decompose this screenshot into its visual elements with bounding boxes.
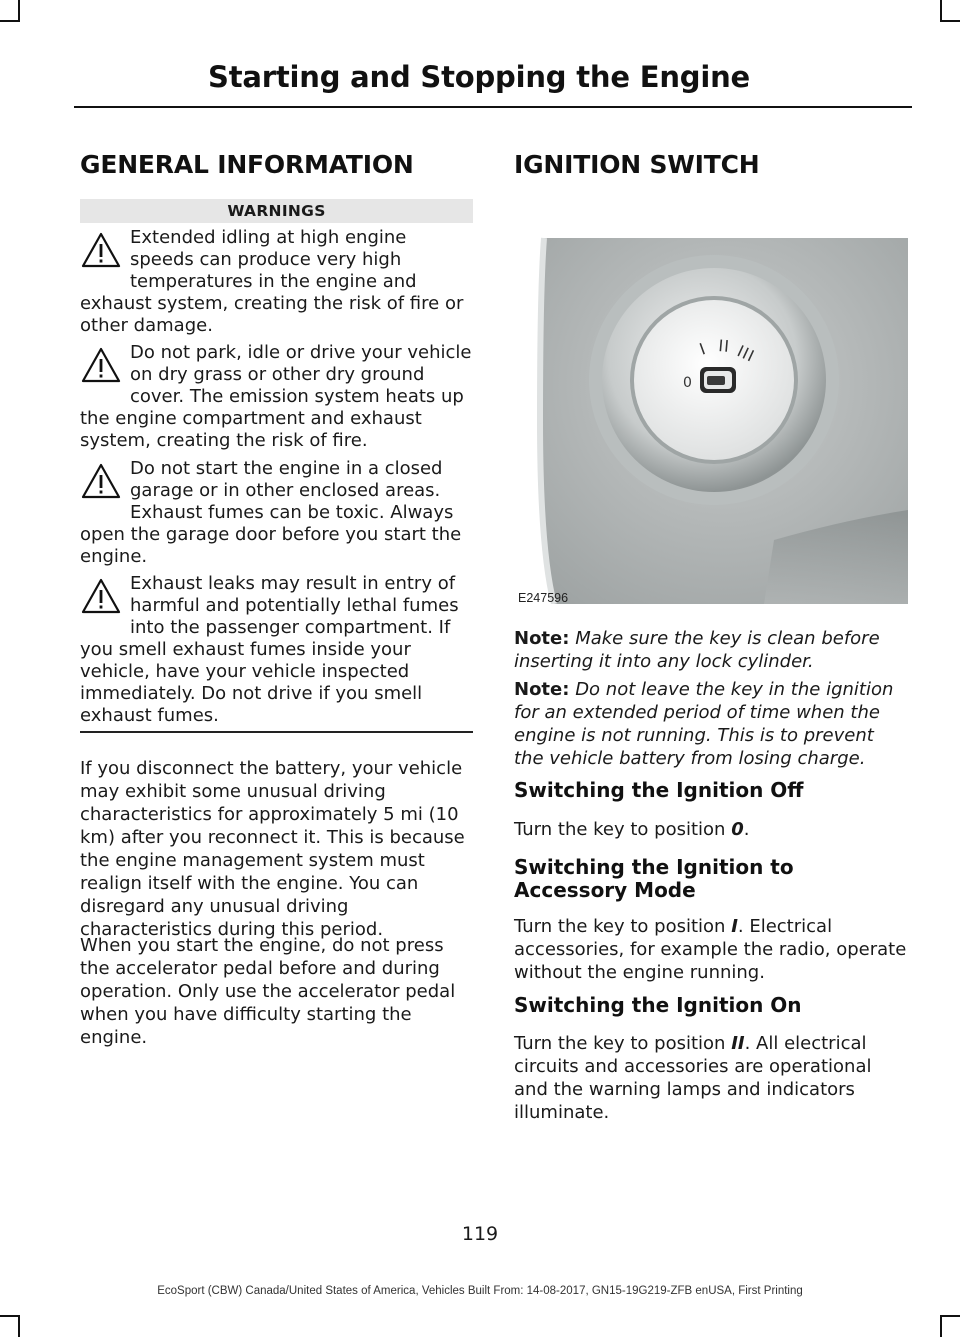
warning-triangle-icon	[80, 346, 122, 386]
warning-item	[80, 227, 473, 337]
header-rule	[74, 106, 912, 108]
section-text-prefix: Turn the key to position	[514, 819, 732, 840]
note	[514, 678, 908, 770]
switch-position-3: III	[734, 341, 758, 366]
subheading-ignition-on: Switching the Ignition On	[514, 993, 802, 1017]
body-paragraph: When you start the engine, do not press the accelerator pedal before and during operation. Only use the accelerator pedal when you have difficulty starting the engine.	[80, 935, 456, 1048]
crop-mark	[940, 0, 942, 22]
crop-mark	[0, 20, 20, 22]
crop-mark	[18, 0, 20, 22]
switch-position-0: 0	[683, 375, 692, 391]
section-text-suffix: . All electrical circuits and accessories are operational and the warning lamps and indicators illuminate.	[514, 1033, 872, 1123]
crop-mark	[940, 20, 960, 22]
note-text: Do not leave the key in the ignition for an extended period of time when the engine is not running. This is to prevent the vehicle battery from losing charge.	[514, 679, 894, 769]
key-position: II	[731, 1033, 745, 1054]
crop-mark	[940, 1315, 942, 1337]
body-paragraph: If you disconnect the battery, your vehicle may exhibit some unusual driving characteristics for approximately 5 mi (10 km) after you reconnect it. This is because the engine management system must realign itself with the engine. You can disregard any unusual driving characteristics during this period.	[80, 758, 465, 940]
page-footer: EcoSport (CBW) Canada/United States of America, Vehicles Built From: 14-08-2017, GN15-19G219-ZFB enUSA, First Printing	[157, 1285, 803, 1297]
warning-item	[80, 458, 473, 568]
section-text	[514, 818, 908, 841]
section-text-suffix: . Electrical accessories, for example the radio, operate without the engine running.	[514, 916, 907, 983]
warning-item	[80, 342, 473, 452]
warning-text: Extended idling at high engine speeds can produce very high temperatures in the engine and exhaust system, creating the risk of fire or other damage.	[80, 227, 464, 336]
switch-position-2: II	[717, 336, 731, 356]
crop-mark	[18, 1315, 20, 1337]
ignition-switch-illustration	[514, 220, 908, 604]
section-heading-general-information: GENERAL INFORMATION	[80, 150, 414, 179]
subheading-ignition-off: Switching the Ignition Off	[514, 778, 804, 802]
crop-mark	[940, 1315, 960, 1317]
key-position: 0	[731, 819, 744, 840]
section-heading-ignition-switch: IGNITION SWITCH	[514, 150, 760, 179]
page-number: 119	[461, 1223, 499, 1245]
warnings-separator	[80, 731, 473, 733]
page-header-title: Starting and Stopping the Engine	[208, 60, 750, 94]
warning-text: Do not start the engine in a closed garage or in other enclosed areas. Exhaust fumes can be toxic. Always open the garage door before you start the engine.	[80, 458, 462, 567]
note-label: Note:	[514, 628, 570, 649]
section-text	[514, 915, 908, 984]
image-code: E247596	[518, 591, 569, 605]
section-text-prefix: Turn the key to position	[514, 916, 732, 937]
note	[514, 627, 908, 673]
crop-mark	[0, 1315, 20, 1317]
warning-triangle-icon	[80, 231, 122, 271]
warning-triangle-icon	[80, 462, 122, 502]
switch-position-1: I	[696, 339, 708, 359]
section-text	[514, 1032, 908, 1124]
warning-item	[80, 573, 473, 727]
section-text-prefix: Turn the key to position	[514, 1033, 732, 1054]
note-label: Note:	[514, 679, 570, 700]
warning-text: Exhaust leaks may result in entry of harmful and potentially lethal fumes into the passenger compartment. If you smell exhaust fumes inside your vehicle, have your vehicle inspected immediately. Do not drive if you smell exhaust fumes.	[80, 573, 459, 726]
section-text-suffix: .	[743, 819, 750, 840]
warning-triangle-icon	[80, 577, 122, 617]
key-position: I	[731, 916, 738, 937]
subheading-accessory-mode: Switching the Ignition to Accessory Mode	[514, 855, 794, 902]
warnings-label: WARNINGS	[80, 199, 473, 223]
warning-text: Do not park, idle or drive your vehicle on dry grass or other dry ground cover. The emission system heats up the engine compartment and exhaust system, creating the risk of fire.	[80, 342, 472, 451]
note-text: Make sure the key is clean before inserting it into any lock cylinder.	[514, 628, 880, 672]
